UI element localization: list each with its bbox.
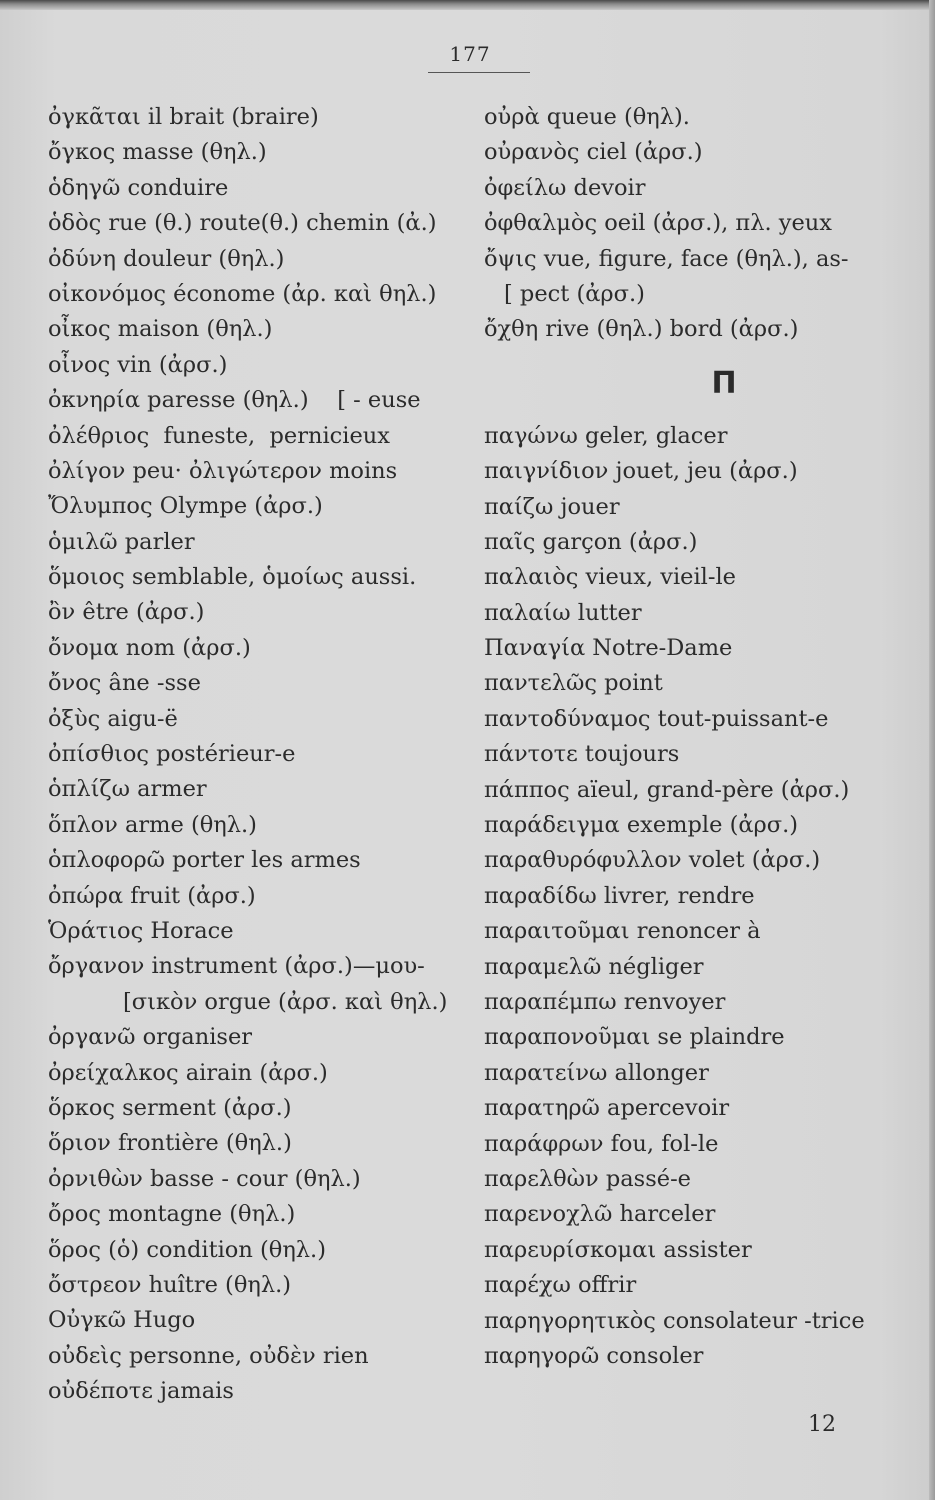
dictionary-entry: παιγνίδιον jouet, jeu (ἀρσ.) [484,458,798,485]
dictionary-entry: ὅρος (ὁ) condition (θηλ.) [48,1236,326,1263]
dictionary-entry: παράδειγμα exemple (ἀρσ.) [484,812,799,839]
dictionary-entry: ὀργανῶ organiser [48,1024,253,1051]
dictionary-entry: παντοδύναμος tout-puissant-e [484,705,829,732]
dictionary-entry: ὄργανον instrument (ἀρσ.)—μου- [48,953,425,980]
dictionary-entry: ὀφθαλμὸς oeil (ἀρσ.), πλ. yeux [484,210,832,237]
dictionary-entry: παῖς garçon (ἀρσ.) [484,528,698,555]
dictionary-entry-continuation: [σικὸν orgue (ἀρσ. καὶ θηλ.) [123,988,448,1015]
dictionary-entry: ὄχθη rive (θηλ.) bord (ἀρσ.) [484,316,799,343]
dictionary-entry: Οὐγκῶ Hugo [48,1307,196,1334]
dictionary-entry: παραπονοῦμαι se plaindre [484,1024,785,1051]
dictionary-entry: οἰκονόμος économe (ἀρ. καὶ θηλ.) [48,280,437,307]
dictionary-entry: παγώνω geler, glacer [484,422,728,449]
dictionary-entry: ὄστρεον huître (θηλ.) [48,1271,292,1298]
dictionary-entry: ὀρείχαλκος airain (ἀρσ.) [48,1059,328,1086]
dictionary-entry: παραμελῶ négliger [484,953,704,980]
dictionary-entry: οὐδεὶς personne, οὐδὲν rien [48,1342,369,1369]
page-number-rule [428,72,530,73]
dictionary-entry: παρατείνω allonger [484,1059,709,1086]
dictionary-entry: παρενοχλῶ harceler [484,1201,716,1228]
dictionary-entry: Ὁράτιος Horace [48,917,234,944]
dictionary-entry: οὐρὰ queue (θηλ). [484,104,690,130]
dictionary-entry: ὀπίσθιος postérieur-e [48,741,296,768]
dictionary-entry: παίζω jouer [484,493,620,520]
dictionary-entry: ὀξὺς aigu-ë [48,705,178,732]
dictionary-entry: παραιτοῦμαι renoncer à [484,918,761,945]
dictionary-entry: Ὄλυμπος Olympe (ἀρσ.) [48,493,323,520]
dictionary-entry: παντελῶς point [484,670,663,697]
dictionary-entry: ὁδηγῶ conduire [48,174,229,201]
dictionary-entry: ὄνομα nom (ἀρσ.) [48,634,251,661]
dictionary-entry: οἶκος maison (θηλ.) [48,316,273,343]
dictionary-entry: παραδίδω livrer, rendre [484,882,755,909]
dictionary-entry: ὄρος montagne (θηλ.) [48,1201,296,1228]
dictionary-entry: ὀγκᾶται il brait (braire) [48,104,319,130]
dictionary-entry: πάντοτε toujours [484,741,680,768]
dictionary-entry: παράφρων fou, fol-le [484,1130,719,1157]
dictionary-entry: ὁδὸς rue (θ.) route(θ.) chemin (ἀ.) [48,210,437,237]
page-top-edge [0,0,935,10]
dictionary-entry: πάππος aïeul, grand-père (ἀρσ.) [484,776,850,803]
dictionary-entry: ὀφείλω devoir [484,174,646,201]
page-right-edge [929,0,935,1500]
dictionary-entry: ὂν être (ἀρσ.) [48,599,205,626]
dictionary-entry: ὅπλον arme (θηλ.) [48,811,257,838]
dictionary-entry: οἶνος vin (ἀρσ.) [48,351,228,378]
dictionary-entry: ὀκνηρία paresse (θηλ.) [ - euse [48,387,421,414]
dictionary-entry: ὁπλίζω armer [48,776,207,803]
dictionary-entry: παρελθὼν passé-e [484,1165,691,1192]
dictionary-entry: παραθυρόφυλλον volet (ἀρσ.) [484,847,821,874]
left-column [48,100,478,1409]
dictionary-entry: ὄγκος masse (θηλ.) [48,139,267,166]
dictionary-entry: ὅρκος serment (ἀρσ.) [48,1094,292,1121]
dictionary-entry: οὐδέποτε jamais [48,1378,234,1405]
dictionary-entry: παραπέμπω renvoyer [484,988,726,1015]
signature-mark: 12 [808,1412,836,1437]
dictionary-entry: ὀρνιθὼν basse - cour (θηλ.) [48,1165,361,1192]
dictionary-entry: ὀπώρα fruit (ἀρσ.) [48,882,256,909]
dictionary-entry: ὅριον frontière (θηλ.) [48,1130,292,1157]
dictionary-entry: παλαίω lutter [484,599,642,626]
dictionary-entry: παρατηρῶ apercevoir [484,1095,730,1122]
dictionary-entry: ὀδύνη douleur (θηλ.) [48,245,285,272]
dictionary-entry: παλαιὸς vieux, vieil-le [484,564,736,591]
dictionary-entry: ὁπλοφορῶ porter les armes [48,847,361,874]
section-letter-heading: Π [711,365,737,401]
dictionary-entry: ὁμιλῶ parler [48,528,195,555]
dictionary-entry: παρευρίσκομαι assister [484,1236,752,1263]
page-number: 177 [449,42,491,66]
dictionary-entry: ὀλέθριος funeste, pernicieux [48,422,390,449]
dictionary-entry-continuation: [ pect (ἀρσ.) [504,280,645,307]
dictionary-entry: παρηγορῶ consoler [484,1342,704,1369]
dictionary-entry: Παναγία Notre-Dame [484,635,733,662]
dictionary-entry: ὀλίγον peu· ὀλιγώτερον moins [48,457,398,484]
dictionary-entry: ὄνος âne -sse [48,670,201,697]
dictionary-entry: οὐρανὸς ciel (ἀρσ.) [484,139,703,166]
dictionary-entry: ὅμοιος semblable, ὁμοίως aussi. [48,564,417,591]
dictionary-entry: παρέχω offrir [484,1272,637,1299]
dictionary-entry: παρηγορητικὸς consolateur -trice [484,1307,865,1334]
right-column [484,100,924,1374]
dictionary-entry: ὄψις vue, figure, face (θηλ.), as- [484,245,849,272]
